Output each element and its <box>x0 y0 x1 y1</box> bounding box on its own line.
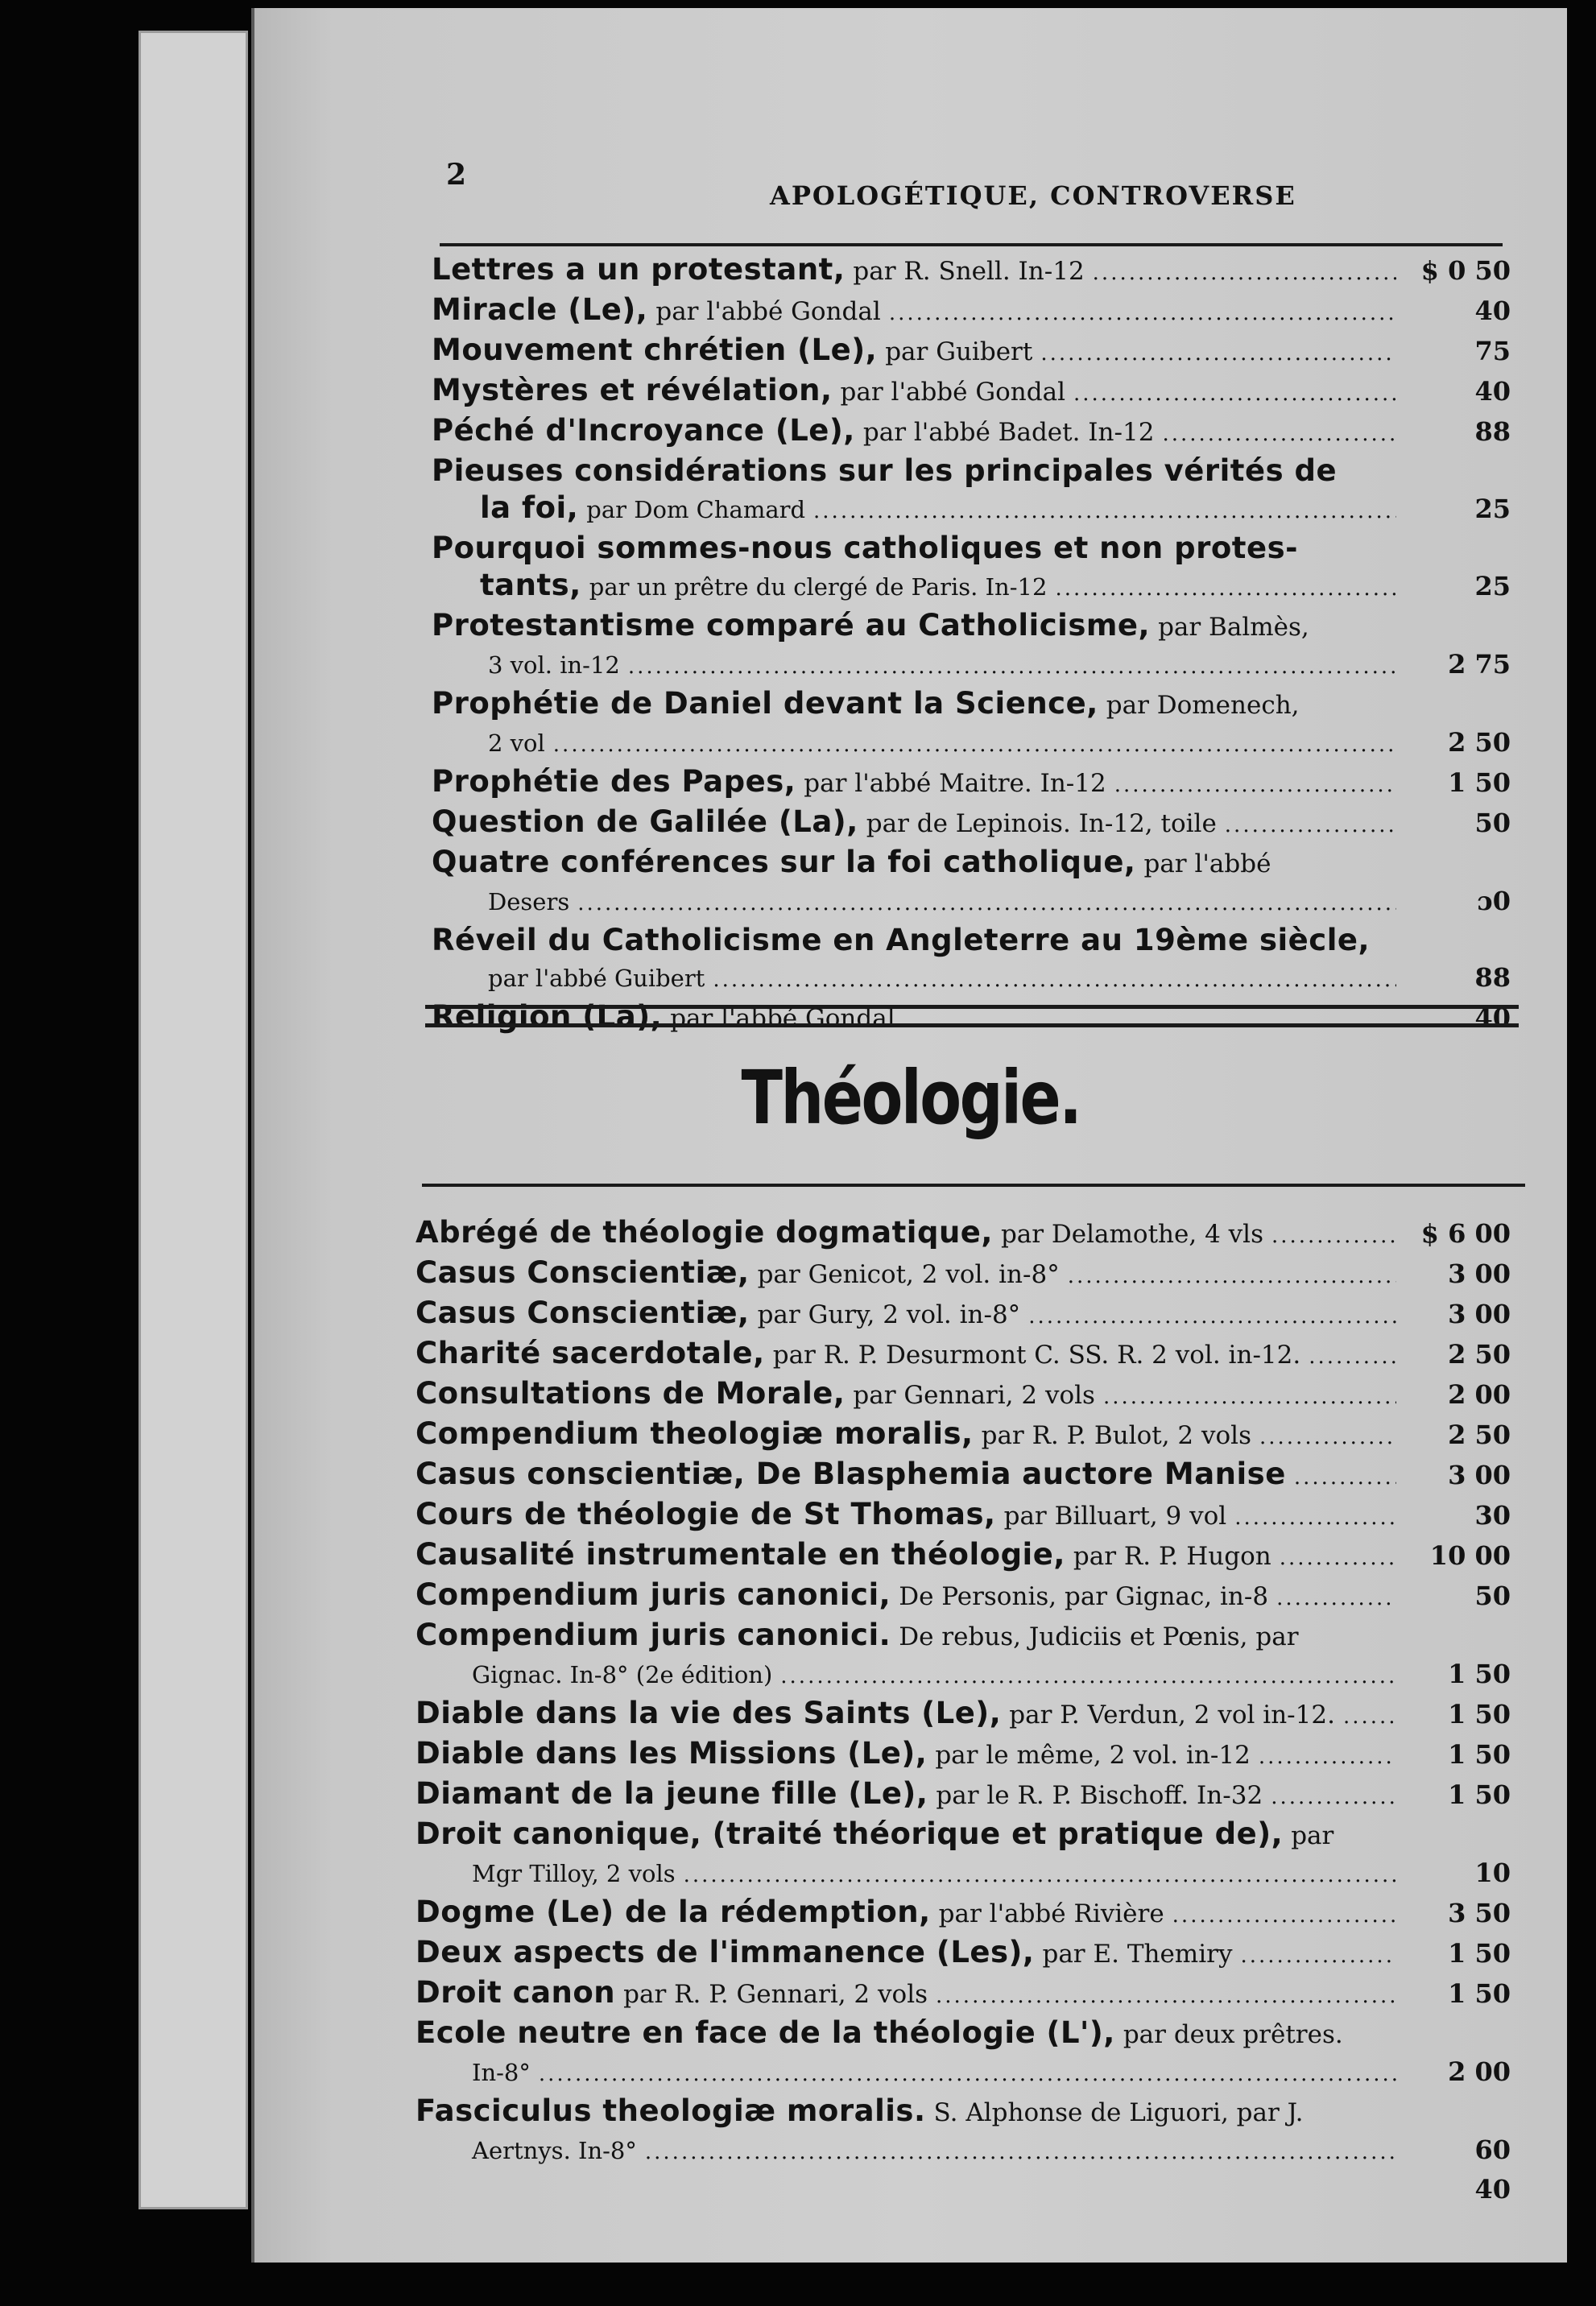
leader-dots <box>1259 1419 1396 1456</box>
entry-detail: par l'abbé Gondal <box>670 1004 895 1033</box>
entry-detail: De Personis, par Gignac, in-8 <box>899 1582 1269 1611</box>
entry-price: 2 50 <box>1448 1420 1511 1450</box>
leader-dots <box>1040 335 1396 372</box>
entry-price: 60 <box>1474 2134 1511 2165</box>
page-header <box>254 8 1567 242</box>
catalog-entry <box>416 1254 1511 1295</box>
entry-line <box>416 1934 1511 1974</box>
catalog-entry <box>416 2015 1511 2093</box>
entry-line <box>416 1295 1511 1335</box>
entry-line <box>416 1536 1511 1577</box>
section-divider <box>425 1005 1519 1027</box>
entry-title: Pieuses considérations sur les principales vérités de <box>432 453 1338 488</box>
entry-line <box>432 372 1511 412</box>
entry-detail: par le R. P. Bischoff. In-32 <box>936 1781 1263 1810</box>
catalog-entry <box>416 1536 1511 1577</box>
entry-continuation-line <box>416 1854 1511 1894</box>
entry-title: Mouvement chrétien (Le), <box>432 333 878 367</box>
leader-dots <box>813 493 1396 530</box>
leader-dots <box>1073 375 1396 412</box>
entry-detail: De rebus, Judiciis et Pœnis, par <box>899 1622 1299 1651</box>
entry-title: Diable dans les Missions (Le), <box>416 1736 928 1771</box>
entry-detail-continued: 2 vol <box>488 729 545 757</box>
entry-price: 75 <box>1474 336 1511 366</box>
entry-title: Pourquoi sommes-nous catholiques et non protes- <box>432 531 1298 565</box>
entry-price: 40 <box>1474 2174 1511 2205</box>
entry-detail-continued: Gignac. In-8° (2e édition) <box>472 1661 773 1688</box>
entry-line <box>416 1456 1511 1496</box>
catalog-entry <box>432 844 1511 922</box>
catalog-entry <box>416 1335 1511 1375</box>
leader-dots <box>1068 1258 1396 1295</box>
entry-price: 1 50 <box>1448 1659 1511 1689</box>
entry-detail: par de Lepinois. In-12, toile <box>866 809 1217 838</box>
entry-line <box>416 1894 1511 1934</box>
catalog-entry <box>416 1934 1511 1974</box>
catalog-entry <box>416 1816 1511 1894</box>
leader-dots <box>1276 1580 1396 1617</box>
leader-dots <box>1280 1539 1396 1577</box>
entry-detail: par Delamothe, 4 vls <box>1000 1220 1263 1249</box>
entry-line <box>432 685 1511 724</box>
leader-dots <box>1103 1378 1396 1415</box>
leader-dots <box>1162 415 1396 453</box>
entry-continuation-line <box>416 1655 1511 1695</box>
entry-detail: par R. P. Hugon <box>1073 1542 1271 1571</box>
entry-detail: par l'abbé Maitre. In-12 <box>804 769 1106 798</box>
entry-line <box>416 1496 1511 1536</box>
entry-price: 2 75 <box>1448 649 1511 680</box>
catalog-entry <box>416 1577 1511 1617</box>
entry-price: ɔ0 <box>1477 886 1511 916</box>
catalog-page <box>251 8 1567 2263</box>
catalog-entry <box>432 922 1511 998</box>
entry-title: Diable dans la vie des Saints (Le), <box>416 1696 1002 1730</box>
entry-price: 3 00 <box>1448 1460 1511 1490</box>
entry-title: Lettres a un protestant, <box>432 252 846 287</box>
leader-dots <box>1234 1499 1396 1536</box>
page-number: 2 <box>446 158 467 192</box>
catalog-entry <box>432 453 1511 530</box>
entry-title: Quatre conférences sur la foi catholique, <box>432 845 1136 879</box>
catalog-entry <box>416 1375 1511 1415</box>
entry-title: Compendium juris canonici. <box>416 1618 891 1652</box>
entry-detail-continued: par un prêtre du clergé de Paris. In-12 <box>589 573 1048 601</box>
entry-price: 10 <box>1474 1858 1511 1888</box>
entry-detail: par l'abbé Gondal <box>840 378 1065 407</box>
catalog-entry <box>432 372 1511 412</box>
leader-dots <box>1343 1698 1396 1735</box>
entry-title: Droit canon <box>416 1975 616 2010</box>
catalog-entry <box>432 291 1511 332</box>
entry-continuation-line <box>432 490 1511 530</box>
entry-line <box>416 1816 1511 1854</box>
catalog-entry <box>432 763 1511 804</box>
entry-detail-continued: Mgr Tilloy, 2 vols <box>472 1860 676 1887</box>
entry-detail: par Gury, 2 vol. in-8° <box>757 1300 1021 1329</box>
catalog-entry <box>432 607 1511 685</box>
leader-dots <box>684 1857 1396 1894</box>
apologetics-list <box>432 251 1511 1039</box>
leader-dots <box>780 1658 1396 1695</box>
leader-dots <box>1294 1459 1396 1496</box>
entry-line <box>416 1775 1511 1816</box>
catalog-entry <box>416 1775 1511 1816</box>
entry-price: 30 <box>1474 1500 1511 1531</box>
catalog-entry <box>432 251 1511 291</box>
entry-continuation-line <box>432 567 1511 607</box>
leader-dots <box>1114 767 1396 804</box>
entry-line <box>416 1375 1511 1415</box>
entry-price: 40 <box>1474 295 1511 326</box>
entry-title: Casus Conscientiæ, <box>416 1296 750 1330</box>
entry-price: 50 <box>1474 808 1511 838</box>
leader-dots <box>1271 1217 1396 1254</box>
leader-dots <box>577 885 1396 922</box>
entry-title: Fasciculus theologiæ moralis. <box>416 2093 926 2128</box>
entry-title: Religion (La), <box>432 999 663 1034</box>
catalog-entry <box>416 1695 1511 1735</box>
catalog-entry <box>416 1456 1511 1496</box>
entry-detail: par R. P. Gennari, 2 vols <box>623 1980 928 2009</box>
entry-price: 25 <box>1474 494 1511 524</box>
entry-detail: par R. P. Desurmont C. SS. R. 2 vol. in-12. <box>772 1341 1301 1370</box>
entry-continuation-line <box>416 2053 1511 2093</box>
entry-line <box>432 844 1511 882</box>
entry-price: 50 <box>1474 1581 1511 1611</box>
entry-price: $ 0 50 <box>1420 255 1511 286</box>
entry-line <box>432 291 1511 332</box>
entry-title: Droit canonique, (traité théorique et pratique de), <box>416 1816 1284 1851</box>
entry-detail: par Genicot, 2 vol. in-8° <box>757 1260 1060 1289</box>
catalog-entry <box>416 1617 1511 1695</box>
catalog-entry <box>432 412 1511 453</box>
catalog-entry <box>416 2093 1511 2171</box>
leader-dots <box>713 961 1396 998</box>
entry-title: Prophétie de Daniel devant la Science, <box>432 686 1098 721</box>
entry-title: Compendium theologiæ moralis, <box>416 1416 974 1451</box>
entry-line <box>416 1335 1511 1375</box>
entry-price: 2 00 <box>1448 1379 1511 1410</box>
section-title-rule <box>422 1184 1525 1187</box>
entry-price: 1 50 <box>1448 1779 1511 1810</box>
leader-dots <box>936 1977 1396 2015</box>
entry-detail: par Gennari, 2 vols <box>853 1381 1095 1410</box>
entry-title: Cours de théologie de St Thomas, <box>416 1497 996 1531</box>
running-head: APOLOGÉTIQUE, CONTROVERSE <box>770 180 1296 211</box>
entry-line <box>432 763 1511 804</box>
entry-price: 40 <box>1474 376 1511 407</box>
leader-dots <box>1093 254 1396 291</box>
entry-continuation-line <box>432 646 1511 685</box>
entry-line <box>432 453 1511 490</box>
entry-line <box>432 251 1511 291</box>
entry-title: Compendium juris canonici, <box>416 1577 891 1612</box>
entry-line <box>432 412 1511 453</box>
entry-detail-continued: par l'abbé Guibert <box>488 965 705 992</box>
entry-title: Mystères et révélation, <box>432 373 833 407</box>
catalog-entry <box>432 530 1511 607</box>
entry-line <box>416 1695 1511 1735</box>
entry-line <box>432 804 1511 844</box>
entry-title: Question de Galilée (La), <box>432 804 858 839</box>
header-rule <box>440 243 1503 246</box>
catalog-entry <box>416 1496 1511 1536</box>
entry-price: $ 6 00 <box>1420 1218 1511 1249</box>
section-title: Théologie. <box>741 1055 1081 1141</box>
entry-price: 2 00 <box>1448 2056 1511 2087</box>
catalog-entry <box>416 1415 1511 1456</box>
entry-detail: par l'abbé Rivière <box>938 1899 1164 1928</box>
leader-dots <box>1028 1298 1396 1335</box>
entry-line <box>416 1577 1511 1617</box>
entry-continuation-line <box>432 959 1511 998</box>
theology-list <box>416 1214 1511 2208</box>
entry-detail-continued: In-8° <box>472 2059 531 2086</box>
catalog-entry <box>416 1974 1511 2015</box>
entry-line <box>416 1974 1511 2015</box>
entry-price: 1 50 <box>1448 1699 1511 1730</box>
entry-detail: par R. Snell. In-12 <box>853 257 1085 286</box>
entry-detail: par Guibert <box>885 337 1033 366</box>
adjacent-page-edge <box>139 31 248 2209</box>
entry-title: Diamant de la jeune fille (Le), <box>416 1776 928 1811</box>
catalog-entry <box>416 1214 1511 1254</box>
entry-price: 25 <box>1474 571 1511 601</box>
entry-detail: par <box>1291 1821 1334 1850</box>
catalog-entry <box>432 685 1511 763</box>
catalog-entry <box>416 1735 1511 1775</box>
leader-dots <box>1055 570 1396 607</box>
leader-dots <box>539 2056 1396 2093</box>
entry-title: Miracle (Le), <box>432 292 648 327</box>
leader-dots <box>1225 807 1396 844</box>
entry-detail-continued: 3 vol. in-12 <box>488 651 620 679</box>
entry-title-continued: la foi, <box>480 490 579 525</box>
entry-price: 3 00 <box>1448 1258 1511 1289</box>
entry-title: Ecole neutre en face de la théologie (L'), <box>416 2015 1115 2050</box>
entry-detail: par le même, 2 vol. in-12 <box>935 1741 1251 1770</box>
entry-detail: par l'abbé Gondal <box>655 297 881 326</box>
entry-title: Prophétie des Papes, <box>432 764 796 799</box>
entry-continuation-line <box>432 882 1511 922</box>
entry-title: Abrégé de théologie dogmatique, <box>416 1215 993 1250</box>
entry-line <box>416 1214 1511 1254</box>
trailing-price-line <box>416 2171 1511 2208</box>
entry-price: 3 50 <box>1448 1898 1511 1928</box>
entry-detail: par R. P. Bulot, 2 vols <box>981 1421 1251 1450</box>
entry-detail: par l'abbé Badet. In-12 <box>862 418 1155 447</box>
entry-detail: S. Alphonse de Liguori, par J. <box>933 2098 1304 2127</box>
leader-dots <box>645 2134 1396 2171</box>
leader-dots <box>889 295 1396 332</box>
entry-line <box>416 1617 1511 1655</box>
entry-detail: par P. Verdun, 2 vol in-12. <box>1009 1701 1335 1730</box>
entry-price: 2 50 <box>1448 727 1511 758</box>
leader-dots <box>1271 1779 1396 1816</box>
entry-line <box>416 2015 1511 2053</box>
entry-title: Deux aspects de l'immanence (Les), <box>416 1935 1035 1969</box>
entry-line <box>416 1735 1511 1775</box>
entry-price: 1 50 <box>1448 1938 1511 1969</box>
entry-title: Protestantisme comparé au Catholicisme, <box>432 608 1151 643</box>
entry-line <box>416 2093 1511 2131</box>
entry-detail: par deux prêtres. <box>1123 2020 1343 2049</box>
catalog-entry <box>416 1894 1511 1934</box>
entry-line <box>416 1415 1511 1456</box>
entry-title: Charité sacerdotale, <box>416 1336 765 1370</box>
leader-dots <box>1259 1738 1396 1775</box>
entry-title: Dogme (Le) de la rédemption, <box>416 1895 931 1929</box>
entry-line <box>416 1254 1511 1295</box>
catalog-entry <box>432 332 1511 372</box>
entry-line <box>432 530 1511 567</box>
entry-price: 1 50 <box>1448 1978 1511 2009</box>
entry-detail-continued: Aertnys. In-8° <box>472 2137 637 2164</box>
entry-title: Causalité instrumentale en théologie, <box>416 1537 1065 1572</box>
entry-title: Casus Conscientiæ, <box>416 1255 750 1290</box>
entry-line <box>432 607 1511 646</box>
entry-price: 1 50 <box>1448 1739 1511 1770</box>
entry-detail-continued: Desers <box>488 888 570 915</box>
leader-dots <box>553 726 1396 763</box>
entry-price: 3 00 <box>1448 1299 1511 1329</box>
entry-continuation-line <box>416 2131 1511 2171</box>
catalog-entry <box>416 1295 1511 1335</box>
entry-price: 10 00 <box>1429 1540 1511 1571</box>
entry-continuation-line <box>432 724 1511 763</box>
entry-title: Casus conscientiæ, De Blasphemia auctore Manise <box>416 1457 1286 1491</box>
entry-detail: par E. Themiry <box>1042 1940 1233 1969</box>
entry-title: Péché d'Incroyance (Le), <box>432 413 855 448</box>
entry-line <box>432 922 1511 959</box>
entry-price: 40 <box>1474 1002 1511 1033</box>
entry-detail-continued: par Dom Chamard <box>586 496 806 523</box>
leader-dots <box>1172 1897 1396 1934</box>
entry-price: 1 50 <box>1448 767 1511 798</box>
entry-title-continued: tants, <box>480 568 581 602</box>
entry-line <box>432 332 1511 372</box>
leader-dots <box>1240 1937 1396 1974</box>
entry-title: Réveil du Catholicisme en Angleterre au 19ème siècle, <box>432 923 1371 957</box>
entry-title: Consultations de Morale, <box>416 1376 846 1411</box>
entry-price: 88 <box>1474 416 1511 447</box>
entry-detail: par Billuart, 9 vol <box>1003 1502 1227 1531</box>
entry-detail: par Balmès, <box>1158 613 1309 642</box>
entry-price: 2 50 <box>1448 1339 1511 1370</box>
leader-dots <box>1309 1338 1396 1375</box>
entry-detail: par Domenech, <box>1106 691 1300 720</box>
leader-dots <box>628 648 1396 685</box>
catalog-entry <box>432 804 1511 844</box>
entry-price: 88 <box>1474 962 1511 993</box>
entry-detail: par l'abbé <box>1143 849 1271 878</box>
